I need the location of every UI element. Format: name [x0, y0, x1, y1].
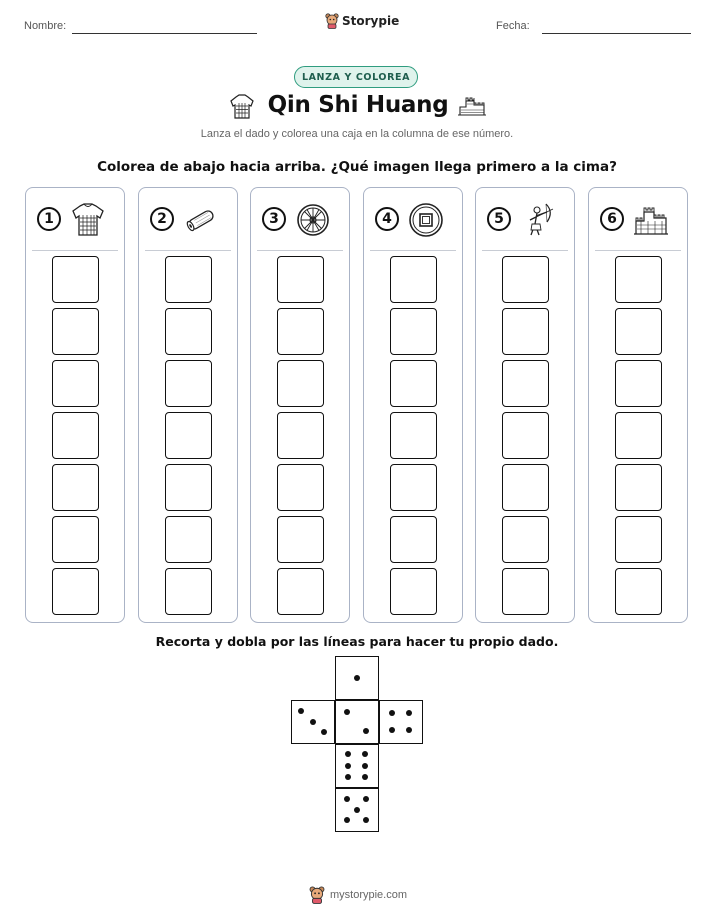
column-4: [363, 187, 463, 623]
color-box[interactable]: [502, 308, 549, 355]
die-face-4: [379, 700, 423, 744]
footer: [309, 886, 407, 904]
color-box[interactable]: [615, 464, 662, 511]
color-box[interactable]: [52, 412, 99, 459]
color-box[interactable]: [165, 516, 212, 563]
color-box[interactable]: [165, 308, 212, 355]
color-box[interactable]: [52, 516, 99, 563]
footer-url[interactable]: mystorypie.com: [330, 889, 408, 901]
color-box[interactable]: [615, 516, 662, 563]
column-5: [475, 187, 575, 623]
instruction-heading: Colorea de abajo hacia arriba. ¿Qué imagen llega primero a la cima?: [97, 159, 617, 175]
column-6: [588, 187, 688, 623]
great-wall-icon: [457, 95, 487, 117]
color-box[interactable]: [615, 256, 662, 303]
die-pip: [406, 710, 412, 716]
die-pip: [310, 719, 316, 725]
brand-name: Storypie: [342, 14, 400, 28]
column-divider: [482, 250, 568, 251]
armor-icon: [70, 202, 106, 238]
column-number: 2: [150, 207, 174, 231]
color-box[interactable]: [52, 256, 99, 303]
color-box[interactable]: [165, 464, 212, 511]
color-box[interactable]: [502, 360, 549, 407]
color-box[interactable]: [165, 256, 212, 303]
color-box[interactable]: [390, 464, 437, 511]
color-box[interactable]: [277, 464, 324, 511]
color-box[interactable]: [165, 568, 212, 615]
column-number: 5: [487, 207, 511, 231]
column-number: 4: [375, 207, 399, 231]
color-box[interactable]: [52, 360, 99, 407]
die-pip: [344, 796, 350, 802]
die-face-1: [335, 656, 379, 700]
color-box[interactable]: [277, 568, 324, 615]
die-pip: [389, 727, 395, 733]
cut-instruction: Recorta y dobla por las líneas para hacer tu propio dado.: [155, 634, 559, 649]
column-number: 3: [262, 207, 286, 231]
die-face-5: [335, 788, 379, 832]
column-number: 6: [600, 207, 624, 231]
die-pip: [363, 728, 369, 734]
great-wall-icon: [633, 202, 669, 238]
coin-icon: [408, 202, 444, 238]
column-divider: [257, 250, 343, 251]
color-box[interactable]: [615, 308, 662, 355]
color-box[interactable]: [390, 256, 437, 303]
color-box[interactable]: [390, 568, 437, 615]
bear-mascot-icon: [325, 13, 339, 29]
die-pip: [406, 727, 412, 733]
column-divider: [145, 250, 231, 251]
die-pip: [362, 751, 368, 757]
die-pip: [345, 774, 351, 780]
color-box[interactable]: [277, 412, 324, 459]
chariot-wheel-icon: [295, 202, 331, 238]
date-label: Fecha:: [496, 20, 530, 32]
color-box[interactable]: [390, 308, 437, 355]
color-box[interactable]: [52, 568, 99, 615]
column-3: [250, 187, 350, 623]
die-pip: [345, 763, 351, 769]
name-label: Nombre:: [24, 20, 67, 32]
color-box[interactable]: [502, 568, 549, 615]
die-pip: [363, 796, 369, 802]
color-box[interactable]: [615, 412, 662, 459]
die-face-3: [291, 700, 335, 744]
color-box[interactable]: [52, 308, 99, 355]
column-divider: [370, 250, 456, 251]
die-face-6: [335, 744, 379, 788]
die-pip: [298, 708, 304, 714]
page-title: Qin Shi Huang: [267, 92, 449, 118]
column-2: [138, 187, 238, 623]
brand-logo: [325, 13, 399, 29]
color-box[interactable]: [390, 516, 437, 563]
color-box[interactable]: [502, 464, 549, 511]
activity-badge: LANZA Y COLOREA: [294, 66, 418, 88]
color-box[interactable]: [390, 412, 437, 459]
color-box[interactable]: [277, 360, 324, 407]
color-box[interactable]: [165, 412, 212, 459]
color-box[interactable]: [502, 516, 549, 563]
die-pip: [354, 675, 360, 681]
color-box[interactable]: [277, 308, 324, 355]
color-box[interactable]: [502, 412, 549, 459]
column-number: 1: [37, 207, 61, 231]
bear-mascot-icon: [309, 886, 325, 904]
column-1: [25, 187, 125, 623]
die-pip: [389, 710, 395, 716]
column-divider: [32, 250, 118, 251]
die-face-2: [335, 700, 379, 744]
color-box[interactable]: [277, 256, 324, 303]
die-pip: [344, 709, 350, 715]
date-line[interactable]: [542, 33, 691, 34]
die-pip: [362, 763, 368, 769]
subtitle: Lanza el dado y colorea una caja en la columna de ese número.: [200, 128, 514, 140]
name-line[interactable]: [72, 33, 257, 34]
color-box[interactable]: [390, 360, 437, 407]
die-pip: [321, 729, 327, 735]
color-box[interactable]: [615, 568, 662, 615]
column-divider: [595, 250, 681, 251]
die-pip: [345, 751, 351, 757]
scroll-icon: [183, 202, 219, 238]
die-pip: [363, 817, 369, 823]
die-pip: [354, 807, 360, 813]
color-box[interactable]: [502, 256, 549, 303]
die-pip: [362, 774, 368, 780]
archer-icon: [520, 202, 556, 238]
die-pip: [344, 817, 350, 823]
color-box[interactable]: [52, 464, 99, 511]
color-box[interactable]: [615, 360, 662, 407]
color-box[interactable]: [277, 516, 324, 563]
color-box[interactable]: [165, 360, 212, 407]
